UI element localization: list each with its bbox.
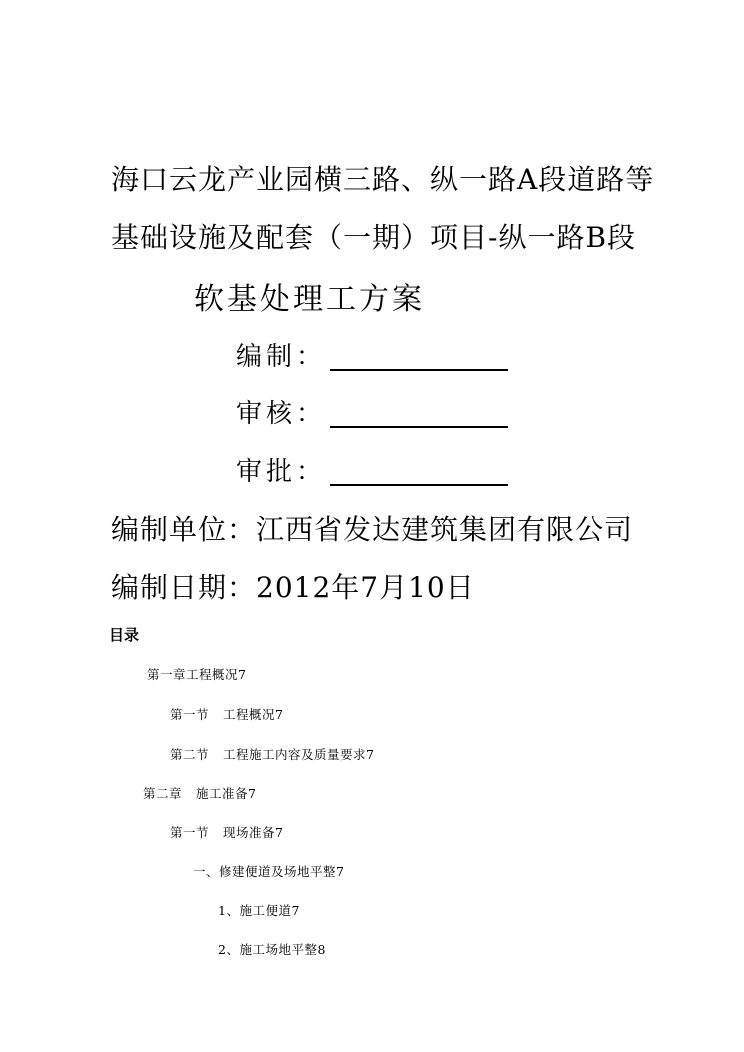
signature-line xyxy=(330,369,508,371)
toc-item[interactable] xyxy=(193,862,344,880)
signature-line xyxy=(330,426,508,428)
toc-item-text: 第一章工程概况7 xyxy=(147,667,247,682)
toc-item-text: 一、修建便道及场地平整7 xyxy=(193,864,345,879)
toc-item-prefix: 第一节 xyxy=(170,825,210,840)
signature-row-reviewed xyxy=(236,393,508,430)
toc-item-text: 工程施工内容及质量要求7 xyxy=(223,747,375,762)
compiling-date-label: 编制日期： xyxy=(111,571,257,604)
compiling-date-value: 2012年7月10日 xyxy=(256,571,475,604)
toc-item-prefix: 第一节 xyxy=(170,707,210,722)
toc-item-text: 施工准备7 xyxy=(196,786,257,801)
compiling-date xyxy=(111,566,475,606)
signature-row-approved xyxy=(236,451,508,488)
cover-title-line-1: 海口云龙产业园横三路、纵一路A段道路等 xyxy=(111,163,655,196)
cover-title-line-3: 软基处理工方案 xyxy=(194,282,425,317)
toc-item[interactable] xyxy=(170,745,374,763)
toc-item[interactable] xyxy=(170,705,283,723)
signature-line xyxy=(330,484,508,486)
toc-item-text: 现场准备7 xyxy=(223,825,284,840)
toc-item[interactable] xyxy=(218,901,300,919)
signature-label: 编制： xyxy=(236,342,327,372)
compiling-unit xyxy=(111,508,633,548)
signature-label: 审核： xyxy=(236,399,327,429)
toc-item[interactable] xyxy=(218,940,326,958)
toc-item[interactable] xyxy=(147,665,246,683)
toc-item-text: 工程概况7 xyxy=(223,707,284,722)
compiling-unit-label: 编制单位： xyxy=(111,513,257,546)
toc-item-prefix: 第二章 xyxy=(143,786,183,801)
toc-item-prefix: 第二节 xyxy=(170,747,210,762)
signature-row-prepared xyxy=(236,336,508,373)
toc-title: 目录 xyxy=(109,626,140,644)
toc-item[interactable] xyxy=(170,823,283,841)
compiling-unit-value: 江西省发达建筑集团有限公司 xyxy=(256,513,634,546)
toc-item-text: 2、施工场地平整8 xyxy=(218,942,326,957)
toc-item[interactable] xyxy=(143,784,256,802)
cover-title-line-2: 基础设施及配套（一期）项目-纵一路B段 xyxy=(111,221,637,254)
toc-item-text: 1、施工便道7 xyxy=(218,903,300,918)
signature-label: 审批： xyxy=(236,457,327,487)
